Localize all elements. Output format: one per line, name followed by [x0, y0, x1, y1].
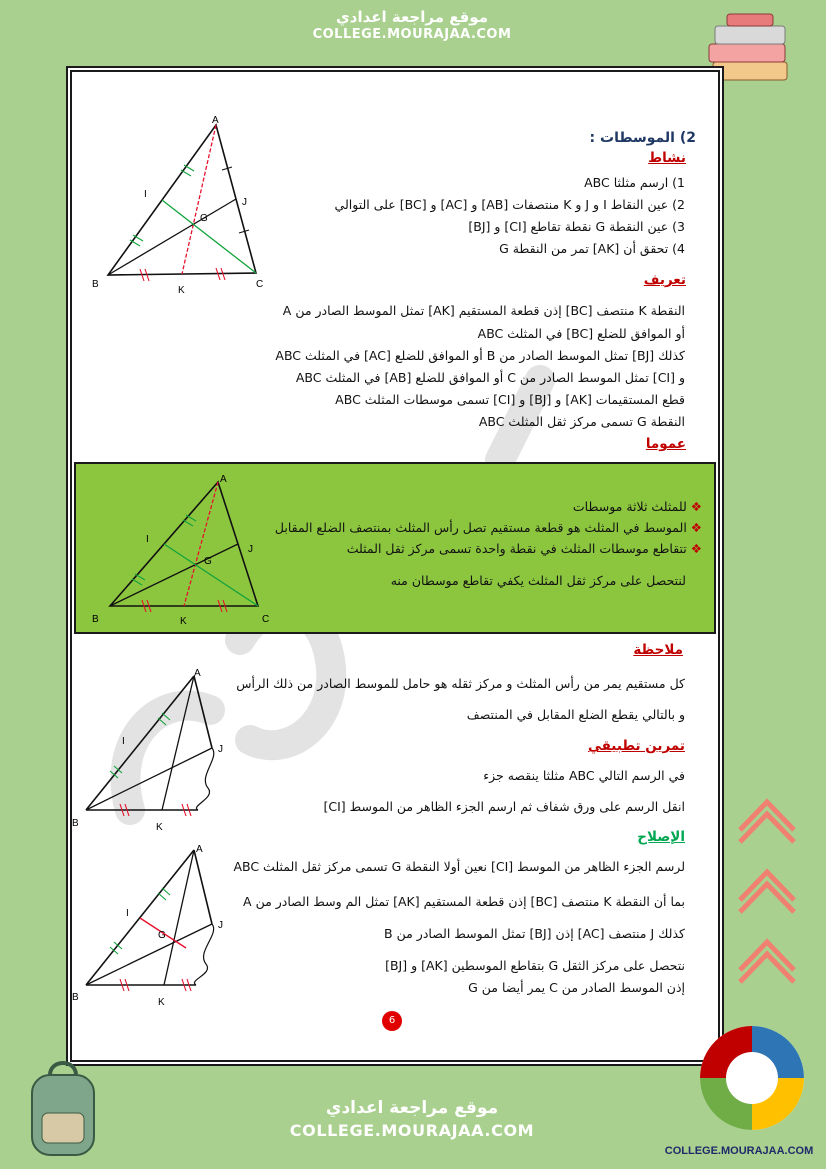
correction-line-2: بما أن النقطة K منتصف [BC] إذن قطعة المستقيم [AK] تمثل الم وسط الصادر من A	[243, 894, 685, 909]
general-bullet-1: ❖ للمثلث ثلاثة موسطات	[572, 499, 702, 514]
label-i: I	[126, 908, 129, 919]
label-a: A	[212, 115, 219, 126]
label-g: G	[204, 556, 212, 567]
definition-line-2: أو الموافق للضلع [BC] في المثلث ABC	[477, 326, 685, 341]
site-url-footer[interactable]: COLLEGE.MOURAJAA.COM	[289, 1121, 535, 1140]
label-b: B	[92, 279, 99, 290]
correction-line-5: إذن الموسط الصادر من C يمر أيضا من G	[468, 980, 685, 995]
figure-correction-triangle	[70, 840, 240, 1015]
definition-line-1: النقطة K منتصف [BC] إذن قطعة المستقيم [AK] تمثل الموسط الصادر من A	[282, 303, 685, 318]
label-a: A	[220, 474, 227, 485]
label-g: G	[158, 930, 166, 941]
definition-line-3: كذلك [BJ] تمثل الموسط الصادر من B أو الموافق للضلع [AC] في المثلث ABC	[275, 348, 685, 363]
correction-heading: الإصلاح	[637, 829, 685, 845]
top-banner	[262, 0, 562, 56]
figure-triangle-1	[88, 115, 278, 300]
definition-line-6: النقطة G تسمى مركز ثقل المثلث ABC	[478, 414, 685, 429]
page-number: 6	[382, 1011, 402, 1031]
figure-triangle-2	[90, 472, 280, 632]
general-bullet-3: ❖ تتقاطع موسطات المثلث في نقطة واحدة تسمى مركز ثقل المثلث	[346, 541, 702, 556]
remark-line-2: و بالتالي يقطع الضلع المقابل في المنتصف	[466, 707, 685, 722]
site-name: موقع مراجعة اعدادي	[336, 8, 488, 26]
label-g: G	[200, 213, 208, 224]
activity-line-1: 1) ارسم مثلثا ABC	[584, 175, 685, 190]
label-i: I	[144, 189, 147, 200]
activity-line-4: 4) تحقق أن [AK] تمر من النقطة G	[499, 241, 685, 256]
label-k: K	[158, 997, 165, 1008]
site-url[interactable]: COLLEGE.MOURAJAA.COM	[312, 27, 512, 42]
activity-heading: نشاط	[648, 150, 686, 166]
correction-line-4: نتحصل على مركز الثقل G بتقاطع الموسطين [AK] و [BJ]	[385, 958, 685, 973]
label-b: B	[72, 992, 79, 1003]
site-logo	[694, 1022, 814, 1142]
activity-line-3: 3) عين النقطة G نقطة تقاطع [CI] و [BJ]	[468, 219, 685, 234]
site-name-footer: موقع مراجعة اعدادي	[325, 1098, 499, 1118]
label-j: J	[218, 920, 223, 931]
label-i: I	[146, 534, 149, 545]
definition-line-4: و [CI] تمثل الموسط الصادر من C أو الموافق للضلع [AB] في المثلث ABC	[295, 370, 685, 385]
bottom-banner	[262, 1082, 562, 1169]
chevron-up-icon	[732, 790, 802, 1040]
exercise-line-2: انقل الرسم على ورق شفاف ثم ارسم الجزء الظاهر من الموسط [CI]	[323, 799, 685, 814]
label-b: B	[92, 614, 99, 625]
correction-line-3: كذلك J منتصف [AC] إذن [BJ] تمثل الموسط الصادر من B	[384, 926, 685, 941]
label-k: K	[178, 285, 185, 296]
label-i: I	[122, 736, 125, 747]
general-note: لنتحصل على مركز ثقل المثلث يكفي تقاطع موسطان منه	[390, 573, 686, 588]
remark-heading: ملاحظة	[633, 642, 683, 658]
label-k: K	[180, 616, 187, 627]
exercise-line-1: في الرسم التالي ABC مثلثا ينقصه جزء	[483, 768, 685, 783]
label-k: K	[156, 822, 163, 833]
section-title: 2) الموسطات :	[589, 130, 696, 146]
definition-heading: تعريف	[643, 272, 686, 288]
label-j: J	[218, 744, 223, 755]
label-a: A	[194, 668, 201, 679]
figure-incomplete-triangle	[70, 668, 240, 838]
remark-line-1: كل مستقيم يمر من رأس المثلث و مركز ثقله هو حامل للموسط الصادر من ذلك الرأس	[236, 676, 685, 691]
label-j: J	[242, 197, 247, 208]
label-a: A	[196, 844, 203, 855]
logo-caption: COLLEGE.MOURAJAA.COM	[664, 1145, 814, 1157]
label-c: C	[256, 279, 264, 290]
label-j: J	[248, 544, 253, 555]
label-b: B	[72, 818, 79, 829]
correction-line-1: لرسم الجزء الظاهر من الموسط [CI] نعين أولا النقطة G تسمى مركز ثقل المثلث ABC	[233, 859, 685, 874]
general-heading: عموما	[645, 436, 686, 452]
label-c: C	[262, 614, 270, 625]
general-bullet-2: ❖ الموسط في المثلث هو قطعة مستقيم تصل رأس المثلث بمنتصف الضلع المقابل	[274, 520, 702, 535]
activity-line-2: 2) عين النقاط I و J و K منتصفات [AB] و [AC] و [BC] على التوالي	[334, 197, 685, 212]
definition-line-5: قطع المستقيمات [AK] و [BJ] و [CI] تسمى موسطات المثلث ABC	[335, 392, 685, 407]
backpack-icon	[14, 1055, 114, 1165]
exercise-heading: تمرين تطبيقي	[587, 738, 685, 754]
